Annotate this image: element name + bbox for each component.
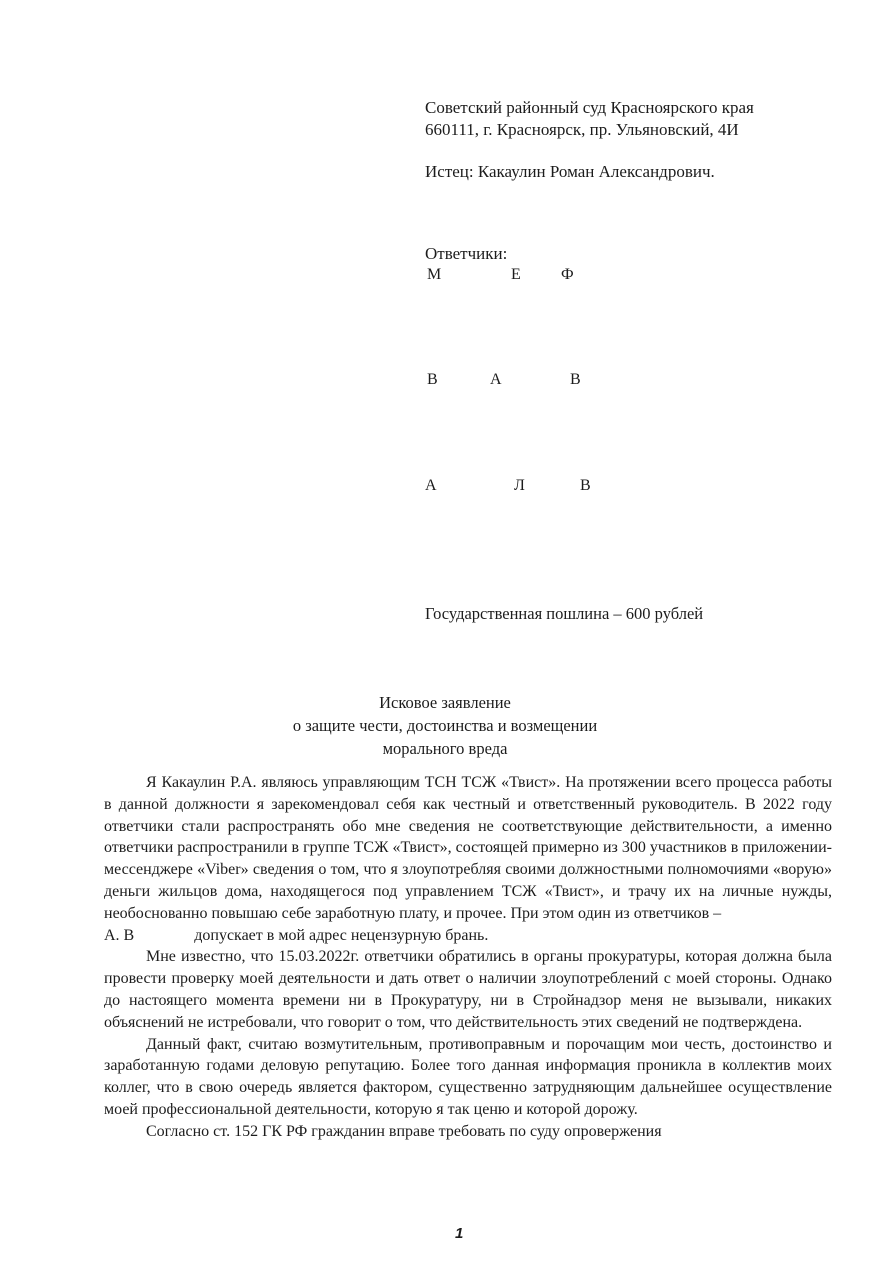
defendant-initial: В bbox=[570, 371, 581, 388]
plaintiff-line bbox=[425, 160, 715, 184]
document-title bbox=[0, 691, 890, 760]
title-line: Исковое заявление bbox=[379, 693, 511, 712]
body-paragraph bbox=[104, 1034, 832, 1121]
court-name: Советский районный суд Красноярского края bbox=[425, 98, 754, 117]
plaintiff-name: Какаулин Роман Александрович. bbox=[477, 162, 715, 181]
defendant-initial: А bbox=[490, 371, 502, 388]
defendant-initial: Л bbox=[514, 477, 525, 494]
paragraph-text: допускает в мой адрес нецензурную брань. bbox=[194, 926, 489, 944]
body-paragraph bbox=[104, 1121, 832, 1143]
defendant-initial: В bbox=[427, 371, 438, 388]
title-line: о защите чести, достоинства и возмещении bbox=[292, 716, 598, 735]
body-paragraph bbox=[104, 772, 832, 925]
paragraph-text: Мне известно, что 15.03.2022г. ответчики обратились в органы прокуратуры, которая должна была провести проверку моей деятельности и дать ответ о наличии злоупотреблений с моей стороны. Однако до настоящего момента времени ни в Прокуратуру, ни в Стройнадзор меня не вызывали, никаких объяснений не истребовали, что говорит о том, что действительность этих сведений не подтверждена. bbox=[104, 948, 832, 1031]
document-body bbox=[104, 772, 832, 1143]
defendants-label: Ответчики: bbox=[425, 244, 508, 263]
paragraph-text: Я Какаулин Р.А. являюсь управляющим ТСН ТСЖ «Твист». На протяжении всего процесса работы в данной должности я зарекомендовал себя как честный и ответственный руководитель. В 2022 году ответчики стали распространять обо мне сведения не соответствующие действительности, а именно ответчики распространили в группе ТСЖ «Твист», состоящей примерно из 300 участников в приложении-мессенджере «Viber» сведения о том, что я злоупотребляя своими должностными полномочиями «ворую» деньги жильцов дома, находящегося под управлением ТСЖ «Твист», и трачу их на личные нужды, необоснованно повышаю себе заработную плату, и прочее. При этом один из ответчиков – bbox=[104, 774, 832, 922]
defendant-initial: Ф bbox=[561, 266, 574, 283]
defendant-initial: Е bbox=[511, 266, 521, 283]
defendant-initial: М bbox=[427, 266, 442, 283]
defendant-name-abbrev: А. В bbox=[104, 926, 135, 944]
defendant-initial: В bbox=[580, 477, 591, 494]
court-address: 660111, г. Красноярск, пр. Ульяновский, 4И bbox=[425, 120, 739, 139]
state-fee: Государственная пошлина – 600 рублей bbox=[425, 604, 704, 623]
body-paragraph-end bbox=[104, 925, 832, 947]
plaintiff-label: Истец: bbox=[425, 162, 474, 181]
title-line: морального вреда bbox=[382, 739, 508, 758]
paragraph-text: Данный факт, считаю возмутительным, противоправным и порочащим мои честь, достоинство и заработанную годами деловую репутацию. Более того данная информация проникла в коллектив моих коллег, что в свою очередь является фактором, существенно затрудняющим дальнейшее осуществление моей профессиональной деятельности, которую я так ценю и которой дорожу. bbox=[104, 1035, 832, 1118]
paragraph-text: Согласно ст. 152 ГК РФ гражданин вправе требовать по суду опровержения bbox=[146, 1122, 662, 1140]
page-number: 1 bbox=[455, 1225, 464, 1242]
defendant-initial: А bbox=[425, 477, 437, 494]
body-paragraph bbox=[104, 946, 832, 1033]
